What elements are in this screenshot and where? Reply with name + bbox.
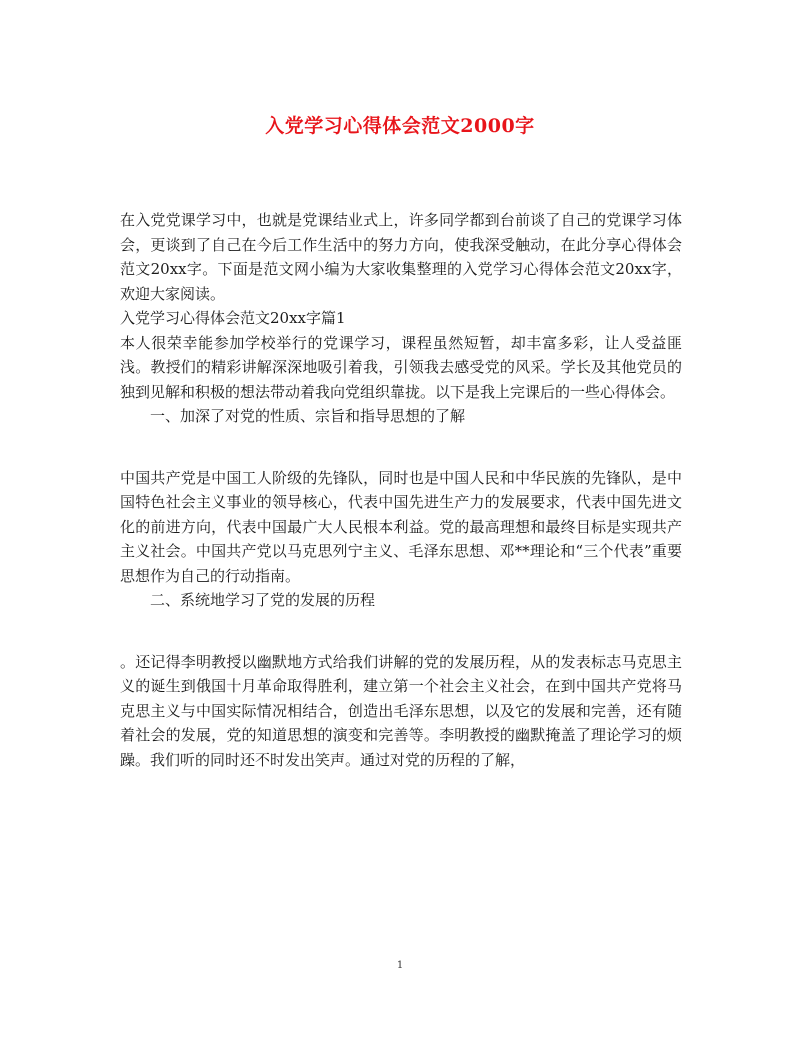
page-number: 1 — [396, 960, 404, 971]
subheading-1: 一、加深了对党的性质、宗旨和指导思想的了解 — [150, 407, 466, 425]
body-paragraph-3: 。还记得李明教授以幽默地方式给我们讲解的党的发展历程，从的发表标志马克思主义的诞生到俄国十月革命取得胜利，建立第一个社会主义社会，在到中国共产党将马克思主义与中国实际情况相结合，创造出毛泽东思想，以及它的发展和完善，还有随着社会的发展，党的知道思想的演变和完善等。李明教授的幽默掩盖了理论学习的烦躁。我们听的同时还不时发出笑声。通过对党的历程的了解， — [120, 652, 682, 769]
document-title: 入党学习心得体会范文2000字 — [265, 115, 535, 137]
document-body — [120, 208, 682, 772]
section-title: 入党学习心得体会范文20xx字篇1 — [120, 309, 346, 327]
body-paragraph-2: 中国共产党是中国工人阶级的先锋队，同时也是中国人民和中华民族的先锋队，是中国特色社会主义事业的领导核心，代表中国先进生产力的发展要求，代表中国先进文化的前进方向，代表中国最广大人民根本利益。党的最高理想和最终目标是实现共产主义社会。中国共产党以马克思列宁主义、毛泽东思想、邓**理论和“三个代表”重要思想作为自己的行动指南。 — [120, 468, 682, 585]
subheading-2: 二、系统地学习了党的发展的历程 — [150, 591, 376, 609]
intro-paragraph: 在入党党课学习中，也就是党课结业式上，许多同学都到台前谈了自己的党课学习体会，更谈到了自己在今后工作生活中的努力方向，使我深受触动，在此分享心得体会范文20xx字。下面是范文网小编为大家收集整理的入党学习心得体会范文20xx字，欢迎大家阅读。 — [120, 211, 682, 303]
body-paragraph-1: 本人很荣幸能参加学校举行的党课学习，课程虽然短暂，却丰富多彩，让人受益匪浅。教授们的精彩讲解深深地吸引着我，引领我去感受党的风采。学长及其他党员的独到见解和积极的想法带动着我向党组织靠拢。以下是我上完课后的一些心得体会。 — [120, 333, 682, 401]
